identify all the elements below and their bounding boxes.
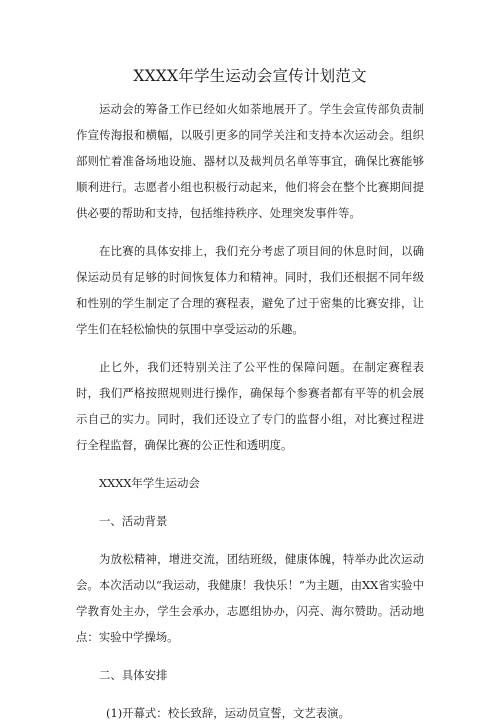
paragraph-schedule: 在比赛的具体安排上，我们充分考虑了项目间的休息时间，以确保运动员有足够的时间恢复体力和精神。同时，我们还根据不同年级和性别的学生制定了合理的赛程表，避免了过于密集的比赛安排，让学生们在轻松愉快的氛围中享受运动的乐趣。 [76, 244, 424, 336]
document-body [76, 96, 424, 726]
paragraph-fairness: 止匕外，我们还特别关注了公平性的保障问题。在制定赛程表时，我们严格按照规则进行操作，确保每个参赛者都有平等的机会展示自己的实力。同时，我们还设立了专门的监督小组，对比赛过程进行全程监督，确保比赛的公正性和透明度。 [76, 360, 424, 452]
heading-arrangement: 二、具体安排 [99, 668, 168, 682]
heading-background: 一、活动背景 [99, 514, 168, 528]
document-title: XXXX年学生运动会宣传计划范文 [133, 67, 367, 85]
section-title: XXXX年学生运动会 [99, 476, 200, 490]
list-item-opening-ceremony: (1)开幕式：校长致辞，运动员宣誓，文艺表演。 [106, 706, 350, 720]
paragraph-preparation: 运动会的筹备工作已经如火如荼地展开了。学生会宣传部负责制作宣传海报和横幅，以吸引更多的同学关注和支持本次运动会。组织部则忙着准备场地设施、器材以及裁判员名单等事宜，确保比赛能够顺利进行。志愿者小组也积极行动起来，他们将会在整个比赛期间提供必要的帮助和支持，包括维持秩序、处理突发事件等。 [76, 102, 424, 220]
paragraph-background: 为放松精神，增进交流，团结班级，健康体魄，特举办此次运动会。本次活动以“我运动，我健康！我快乐！”为主题，由XX省实验中学教育处主办，学生会承办，志愿组协办，闪亮、海尔赞助。活动地点：实验中学操场。 [76, 552, 424, 644]
